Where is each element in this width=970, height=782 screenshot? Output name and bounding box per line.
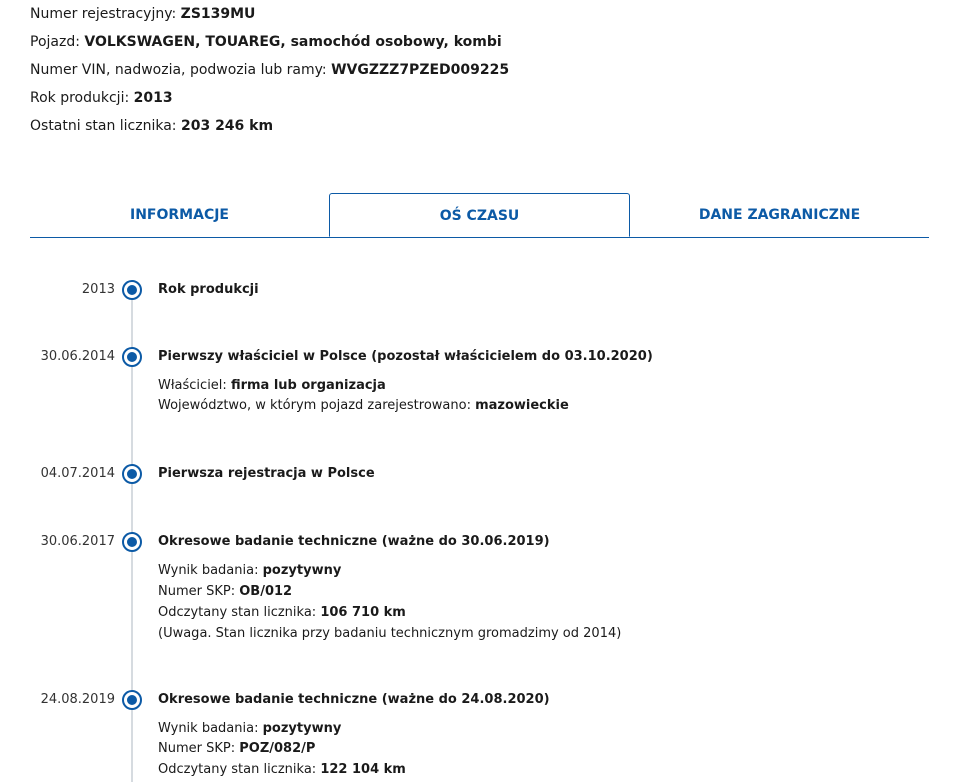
detail-value: POZ/082/P <box>239 741 316 756</box>
vin-value: WVGZZZ7PZED009225 <box>331 62 510 78</box>
detail-label: Numer SKP: <box>158 741 240 756</box>
event-title: Okresowe badanie techniczne (ważne do 30.06.2019) <box>158 534 550 549</box>
timeline-dot-icon <box>122 690 142 710</box>
detail-note: (Uwaga. Stan licznika przy badaniu technicznym gromadzimy od 2014) <box>158 626 622 641</box>
tab-bar <box>30 193 929 238</box>
registration-value: ZS139MU <box>180 6 256 22</box>
tab-informacje[interactable]: INFORMACJE <box>130 207 229 223</box>
registration-line <box>30 0 509 28</box>
tab-os-czasu[interactable]: OŚ CZASU <box>329 193 630 237</box>
event-detail <box>158 562 341 580</box>
detail-label: Województwo, w którym pojazd zarejestrowano: <box>158 398 476 413</box>
event-date: 2013 <box>81 282 115 297</box>
detail-label: Odczytany stan licznika: <box>158 762 321 777</box>
year-label: Rok produkcji: <box>30 90 134 106</box>
tab-dane-zagraniczne[interactable]: DANE ZAGRANICZNE <box>698 207 861 223</box>
detail-label: Wynik badania: <box>158 563 263 578</box>
timeline-dot-icon <box>122 280 142 300</box>
event-detail <box>158 740 315 758</box>
event-title: Pierwsza rejestracja w Polsce <box>158 466 375 481</box>
event-detail <box>158 720 341 738</box>
event-detail <box>158 761 406 779</box>
year-value: 2013 <box>133 90 173 106</box>
detail-value: mazowieckie <box>475 398 569 413</box>
detail-label: Wynik badania: <box>158 721 263 736</box>
detail-value: 106 710 km <box>320 605 406 620</box>
mileage-line <box>30 112 509 140</box>
detail-label: Numer SKP: <box>158 584 240 599</box>
event-detail <box>158 397 569 415</box>
mileage-label: Ostatni stan licznika: <box>30 118 181 134</box>
vin-line <box>30 56 509 84</box>
detail-label: Właściciel: <box>158 378 231 393</box>
event-date: 30.06.2017 <box>40 534 115 549</box>
timeline-dot-icon <box>122 347 142 367</box>
detail-value: firma lub organizacja <box>230 378 386 393</box>
event-date: 24.08.2019 <box>40 692 115 707</box>
detail-label: Odczytany stan licznika: <box>158 605 321 620</box>
event-date: 30.06.2014 <box>40 349 115 364</box>
event-title: Rok produkcji <box>158 282 259 297</box>
vehicle-label: Pojazd: <box>30 34 85 50</box>
registration-label: Numer rejestracyjny: <box>30 6 181 22</box>
mileage-value: 203 246 km <box>180 118 274 134</box>
detail-value: 122 104 km <box>320 762 406 777</box>
timeline-dot-icon <box>122 532 142 552</box>
timeline-dot-icon <box>122 464 142 484</box>
year-line <box>30 84 509 112</box>
event-detail <box>158 625 621 643</box>
event-date: 04.07.2014 <box>40 466 115 481</box>
event-detail <box>158 604 406 622</box>
vehicle-summary <box>30 0 509 140</box>
event-title: Okresowe badanie techniczne (ważne do 24.08.2020) <box>158 692 550 707</box>
detail-value: pozytywny <box>262 721 342 736</box>
vehicle-line <box>30 28 509 56</box>
vehicle-value: VOLKSWAGEN, TOUAREG, samochód osobowy, kombi <box>84 34 502 50</box>
vin-label: Numer VIN, nadwozia, podwozia lub ramy: <box>30 62 332 78</box>
event-detail <box>158 377 386 395</box>
event-title: Pierwszy właściciel w Polsce (pozostał właścicielem do 03.10.2020) <box>158 349 653 364</box>
event-detail <box>158 583 292 601</box>
detail-value: OB/012 <box>239 584 293 599</box>
detail-value: pozytywny <box>262 563 342 578</box>
